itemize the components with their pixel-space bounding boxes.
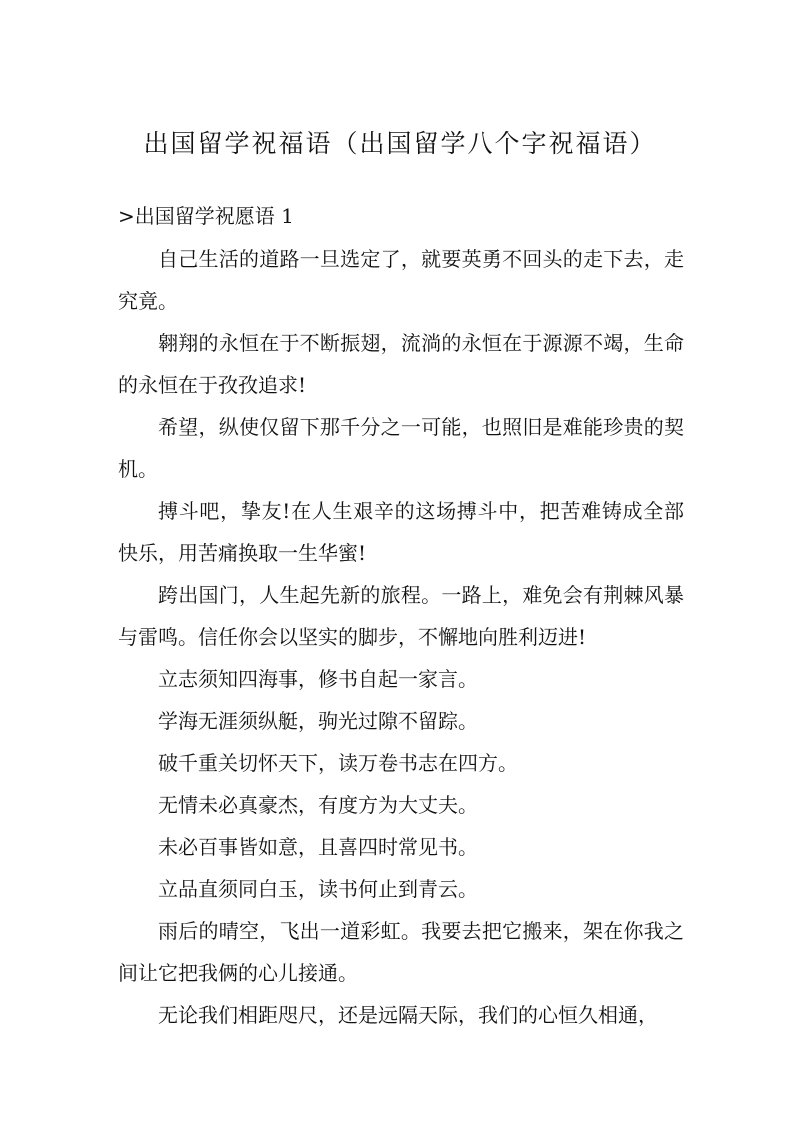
paragraph: 跨出国门，人生起先新的旅程。一路上，难免会有荆棘风暴与雷鸣。信任你会以坚实的脚步，不懈地向胜利迈进! [118,583,684,649]
paragraph: 未必百事皆如意，且喜四时常见书。 [158,835,478,859]
paragraph: 翱翔的永恒在于不断振翅，流淌的永恒在于源源不竭，生命的永恒在于孜孜追求! [118,331,684,397]
document-title: 出国留学祝福语（出国留学八个字祝福语） [143,129,657,158]
paragraph: 自己生活的道路一旦选定了，就要英勇不回头的走下去，走究竟。 [118,247,684,313]
document-body [118,238,684,1036]
paragraph: 立品直须同白玉，读书何止到青云。 [158,877,478,901]
paragraph: 搏斗吧，挚友!在人生艰辛的这场搏斗中，把苦难铸成全部快乐，用苦痛换取一生华蜜! [118,499,684,565]
paragraph: 无情未必真豪杰，有度方为大丈夫。 [158,793,478,817]
section-heading: >出国留学祝愿语 1 [118,204,294,228]
paragraph: 无论我们相距咫尺，还是远隔天际，我们的心恒久相通， [158,1003,658,1027]
paragraph: 学海无涯须纵艇，驹光过隙不留踪。 [158,709,478,733]
paragraph: 希望，纵使仅留下那千分之一可能，也照旧是难能珍贵的契机。 [118,415,684,481]
paragraph: 雨后的晴空，飞出一道彩虹。我要去把它搬来，架在你我之间让它把我俩的心儿接通。 [118,919,684,985]
paragraph: 破千重关切怀天下，读万卷书志在四方。 [158,751,518,775]
paragraph: 立志须知四海事，修书自起一家言。 [158,667,478,691]
